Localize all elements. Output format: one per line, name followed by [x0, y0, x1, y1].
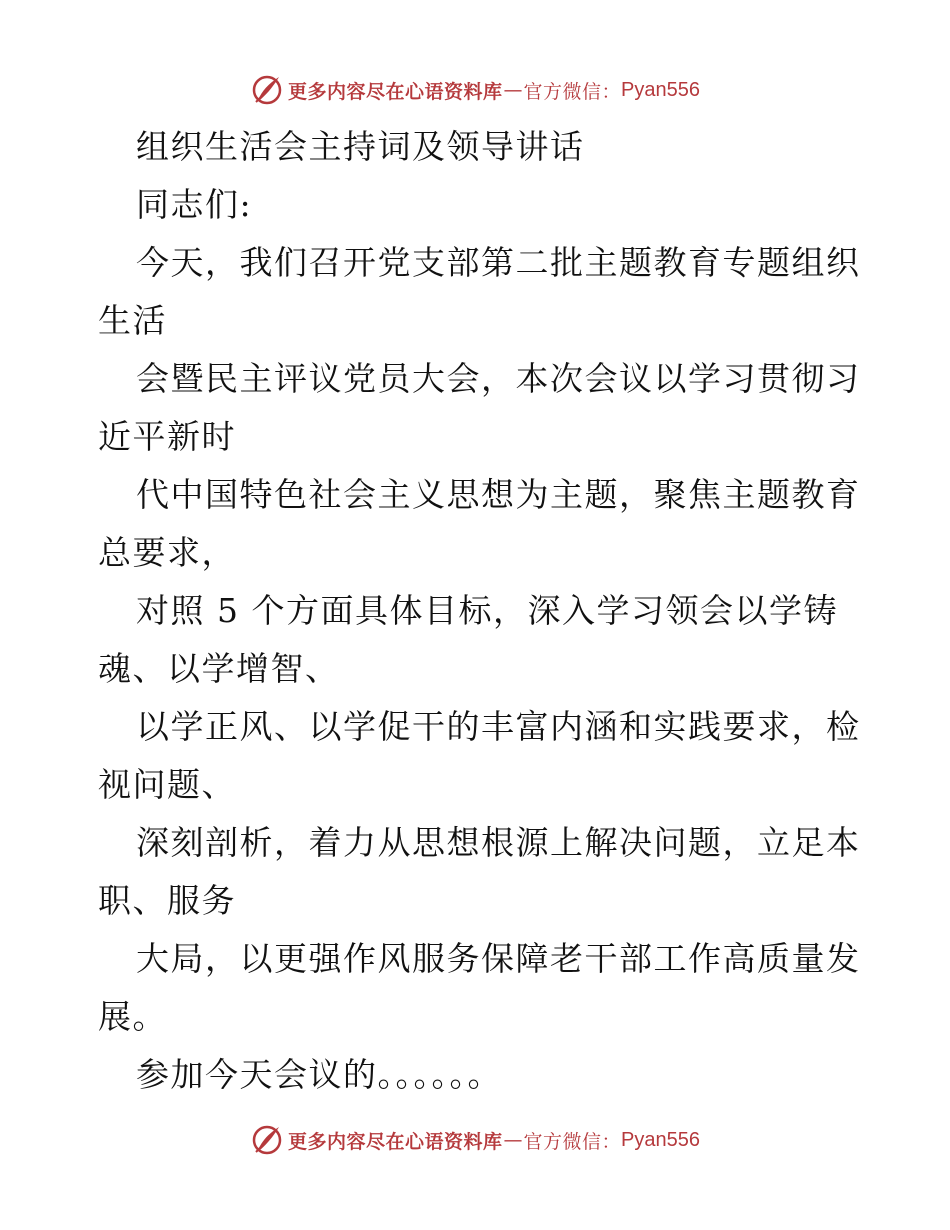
paragraph-line: 代中国特色社会主义思想为主题，聚焦主题教育 [136, 475, 861, 514]
paragraph-line: 参加今天会议的。。。。。。 [136, 1055, 502, 1094]
paragraph-line: 展。 [98, 997, 167, 1036]
document-title: 组织生活会主持词及领导讲话 [136, 127, 585, 166]
watermark-text: 更多内容尽在心语资料库 [288, 1130, 503, 1153]
watermark-wechat-id: Pyan556 [621, 78, 700, 101]
paragraph-line: 生活 [98, 301, 167, 340]
feather-pen-logo-icon [250, 73, 284, 107]
paragraph-line: 大局，以更强作风服务保障老干部工作高质量发 [136, 939, 861, 978]
watermark-dash: — [503, 79, 523, 101]
watermark-wechat-id: Pyan556 [621, 1128, 700, 1151]
paragraph-line: 魂、以学增智、 [98, 649, 340, 688]
paragraph-line: 以学正风、以学促干的丰富内涵和实践要求，检 [136, 707, 861, 746]
salutation: 同志们: [136, 185, 253, 224]
paragraph-line: 深刻剖析，着力从思想根源上解决问题，立足本 [136, 823, 861, 862]
paragraph-line: 职、服务 [98, 881, 236, 920]
paragraph-line: 近平新时 [98, 417, 236, 456]
header-watermark [0, 70, 950, 110]
paragraph-line: 今天，我们召开党支部第二批主题教育专题组织 [136, 243, 861, 282]
paragraph-line: 总要求， [98, 533, 236, 572]
watermark-wechat-label: 官方微信： [523, 80, 622, 103]
watermark-dash: — [503, 1129, 523, 1151]
footer-watermark [0, 1120, 950, 1160]
paragraph-line: 会暨民主评议党员大会，本次会议以学习贯彻习 [136, 359, 861, 398]
watermark-text: 更多内容尽在心语资料库 [288, 80, 503, 103]
paragraph-line: 视问题、 [98, 765, 236, 804]
document-body [98, 118, 868, 1104]
watermark-wechat-label: 官方微信： [523, 1130, 622, 1153]
feather-pen-logo-icon [250, 1123, 284, 1157]
paragraph-line: 对照 5 个方面具体目标，深入学习领会以学铸 [136, 591, 838, 630]
